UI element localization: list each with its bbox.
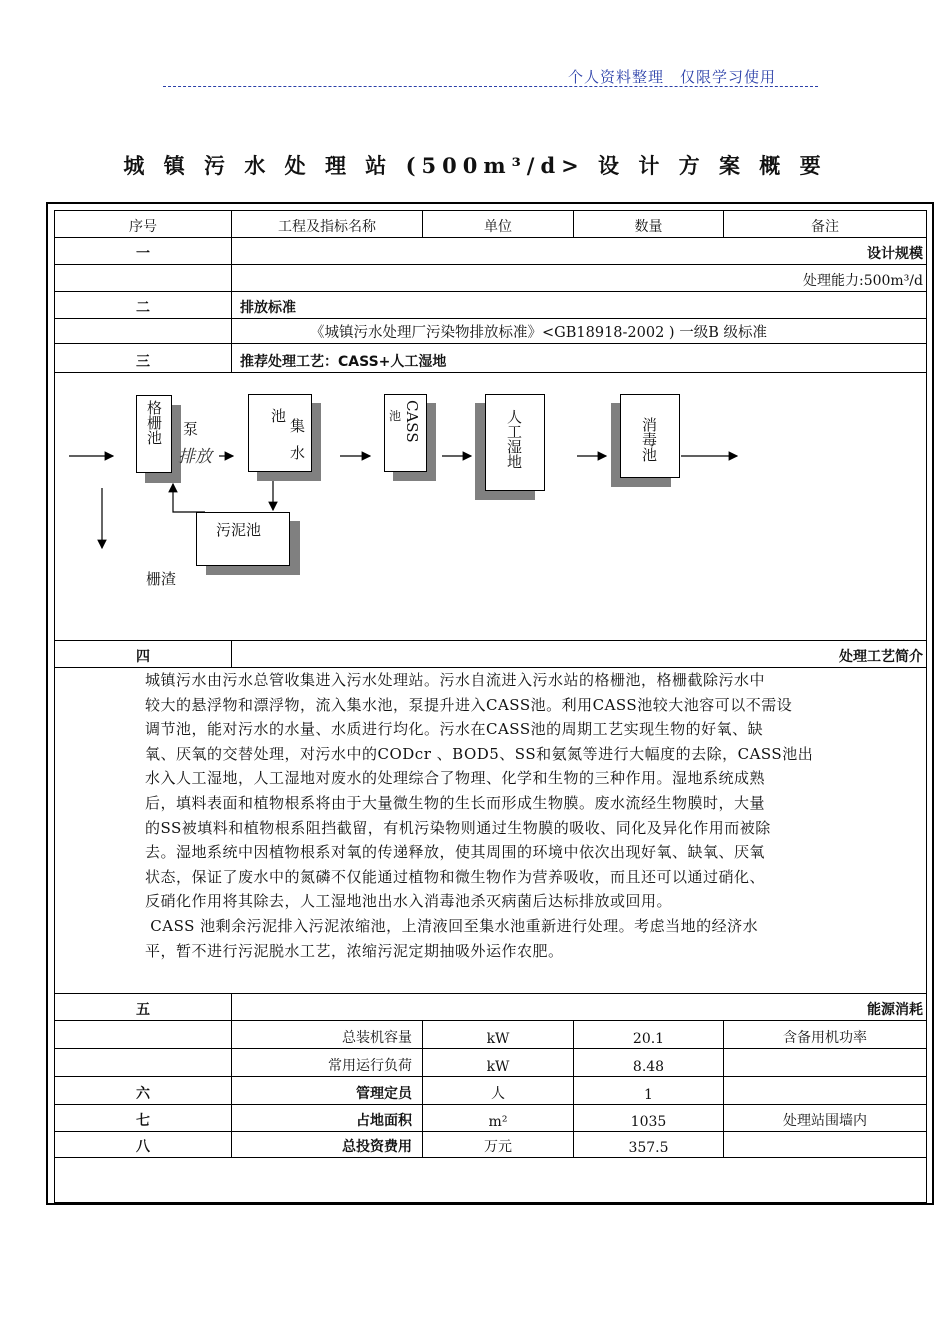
section-7-remark: 处理站围墙内 (723, 1105, 927, 1131)
energy-row-1-name: 总装机容量 (231, 1021, 422, 1048)
section-8-row (54, 1131, 927, 1157)
section-2-title: 排放标准 (231, 292, 927, 318)
disinfection-pool (620, 394, 680, 478)
section-6-name: 管理定员 (231, 1077, 422, 1104)
desc-line: 氧、厌氧的交替处理，对污水中的CODcr 、BOD5、SS和氨氮等进行大幅度的去除，CASS池出 (145, 744, 814, 763)
energy-row-2-remark (723, 1049, 927, 1076)
section-5-title: 能源消耗 (231, 994, 927, 1020)
section-7-num: 七 (54, 1105, 231, 1131)
cass-pool (384, 394, 427, 472)
desc-line: 城镇污水由污水总管收集进入污水处理站。污水自流进入污水站的格栅池，格栅截除污水中 (145, 671, 766, 689)
section-4-title: 处理工艺简介 (231, 641, 927, 667)
section-3-num: 三 (54, 344, 231, 372)
energy-row-2-unit: kW (422, 1049, 573, 1076)
disinfect-label: 消毒池 (640, 417, 658, 462)
section-4-row (54, 640, 927, 667)
section-6-row (54, 1076, 927, 1104)
header-qty: 数量 (573, 211, 723, 237)
energy-row-2-qty: 8.48 (573, 1049, 723, 1076)
discharge-label: 排放 (178, 447, 212, 467)
sludge-pool (196, 512, 290, 566)
collect-label-c: 水 (290, 444, 306, 462)
sludge-return-arrow (173, 484, 205, 512)
energy-row-1-qty: 20.1 (573, 1021, 723, 1048)
wetland-label: 人工湿地 (505, 409, 523, 469)
desc-line: 较大的悬浮物和漂浮物，流入集水池，泵提升进入CASS池。利用CASS池较大池容可以不需设 (145, 695, 793, 714)
energy-row-2-num (54, 1049, 231, 1076)
section-2-num: 二 (54, 292, 231, 318)
grille-label: 格栅池 (145, 400, 163, 445)
collect-label-a: 池 (271, 407, 287, 425)
header-seq: 序号 (54, 211, 231, 237)
section-8-qty: 357.5 (573, 1132, 723, 1157)
cass-pool-label: 池 (389, 409, 402, 423)
section-7-qty: 1035 (573, 1105, 723, 1131)
energy-row-1-num (54, 1021, 231, 1048)
artificial-wetland (485, 394, 545, 491)
collection-pool (248, 394, 312, 472)
section-4-num: 四 (54, 641, 231, 667)
energy-row-2-name: 常用运行负荷 (231, 1049, 422, 1076)
section-8-name: 总投资费用 (231, 1132, 422, 1157)
desc-line: 状态，保证了废水中的氮磷不仅能通过植物和微生物作为营养吸收，而且还可以通过硝化、 (145, 867, 766, 886)
section-3-title: 推荐处理工艺：CASS+人工湿地 (231, 344, 927, 372)
section-2-row (54, 291, 927, 318)
pump-label: 泵 (183, 420, 199, 438)
desc-line: 平，暂不进行污泥脱水工艺，浓缩污泥定期抽吸外运作农肥。 (145, 941, 564, 960)
screenings-label: 栅渣 (146, 570, 177, 588)
energy-row-1 (54, 1020, 927, 1048)
desc-line: 调节池，能对污水的水量、水质进行均化。污水在CASS池的周期工艺实现生物的好氧、缺 (145, 720, 764, 739)
section-5-num: 五 (54, 994, 231, 1020)
sludge-label: 污泥池 (216, 521, 262, 539)
section-7-name: 占地面积 (231, 1105, 422, 1131)
section-7-unit: m² (422, 1105, 573, 1131)
standard-num-cell (54, 319, 231, 343)
table-header-row (54, 210, 927, 237)
cass-label: CASS (403, 400, 421, 443)
section-8-num: 八 (54, 1132, 231, 1157)
desc-line: 去。湿地系统中因植物根系对氧的传递释放，使其周围的环境中依次出现好氧、缺氧、厌氧 (145, 843, 766, 862)
header-divider (163, 86, 818, 87)
header-note: 个人资料整理 仅限学习使用 (568, 68, 777, 86)
section-6-qty: 1 (573, 1077, 723, 1104)
section-6-remark (723, 1077, 927, 1104)
desc-line: 水入人工湿地，人工湿地对废水的处理综合了物理、化学和生物的三种作用。湿地系统成熟 (145, 769, 766, 788)
standard-value: 《城镇污水处理厂污染物排放标准》<GB18918-2002 ) 一级B 级标准 (231, 319, 927, 343)
capacity-num-cell (54, 265, 231, 291)
empty-final-row (54, 1157, 927, 1203)
section-3-row (54, 343, 927, 372)
section-7-row (54, 1104, 927, 1131)
section-1-title: 设计规模 (231, 238, 927, 264)
process-flow-diagram (54, 372, 927, 640)
section-1-row (54, 237, 927, 264)
section-1-num: 一 (54, 238, 231, 264)
desc-line: 的SS被填料和植物根系阻挡截留，有机污染物则通过生物膜的吸收、同化及异化作用而被除 (145, 818, 771, 837)
process-description (145, 668, 920, 963)
header-name: 工程及指标名称 (231, 211, 422, 237)
header-remark: 备注 (723, 211, 927, 237)
document-title: 城 镇 污 水 处 理 站 (500m³/d> 设 计 方 案 概 要 (123, 153, 827, 178)
section-8-unit: 万元 (422, 1132, 573, 1157)
collect-label-b: 集 (290, 417, 306, 435)
desc-line: 后，填料表面和植物根系将由于大量微生物的生长而形成生物膜。废水流经生物膜时，大量 (145, 793, 766, 812)
grille-pool (136, 395, 172, 473)
energy-row-2 (54, 1048, 927, 1076)
header-unit: 单位 (422, 211, 573, 237)
capacity-row (54, 264, 927, 291)
desc-line: 反硝化作用将其除去，人工湿地池出水入消毒池杀灭病菌后达标排放或回用。 (145, 892, 673, 911)
section-5-row (54, 993, 927, 1020)
section-6-num: 六 (54, 1077, 231, 1104)
energy-row-1-remark: 含备用机功率 (723, 1021, 927, 1048)
desc-line: CASS 池剩余污泥排入污泥浓缩池，上清液回至集水池重新进行处理。考虑当地的经济水 (145, 916, 759, 935)
section-8-remark (723, 1132, 927, 1157)
section-6-unit: 人 (422, 1077, 573, 1104)
energy-row-1-unit: kW (422, 1021, 573, 1048)
capacity-value: 处理能力:500m³/d (231, 265, 927, 291)
standard-row (54, 318, 927, 343)
